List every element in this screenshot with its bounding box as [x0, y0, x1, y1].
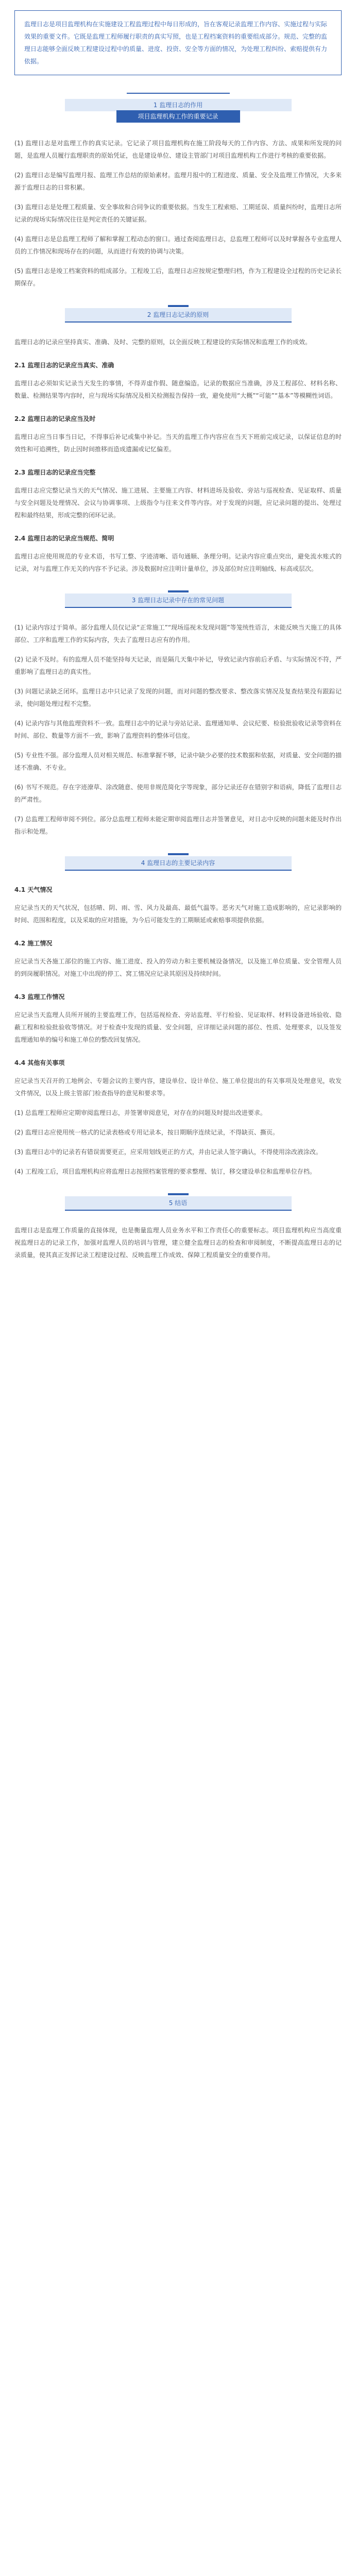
section-title-4: 4 监理日志的主要记录内容: [65, 856, 292, 871]
banner-tick: [168, 305, 189, 307]
paragraph: (1) 监理日志是对监理工作的真实记录。它记录了项目监理机构在施工阶段每天的工作内容、方法、成果和所发现的问题，是监理人员履行监理职责的原始凭证，也是建设单位、建设主管部门对项目监理机构工作进行考核的重要依据。: [14, 140, 342, 159]
paragraph: (5) 监理日志是竣工档案资料的组成部分。工程竣工后，监理日志应按规定整理归档，作为工程建设全过程的历史记录长期保存。: [14, 267, 342, 287]
paragraph: 监理日志的记录应坚持真实、准确、及时、完整的原则，以全面反映工程建设的实际情况和监理工作的成效。: [14, 338, 312, 346]
article: [0, 0, 356, 1284]
paragraph: (4) 工程竣工后，项目监理机构应将监理日志按照档案管理的要求整理、装订，移交建设单位和监理单位存档。: [14, 1168, 316, 1175]
paragraph: (2) 监理日志是编写监理月报、监理工作总结的原始素材。监理月报中的工程进度、质量、安全及监理工作情况，大多来源于监理日志的日常积累。: [14, 172, 342, 191]
paragraph: (7) 总监理工程师审阅不到位。部分总监理工程师未能定期审阅监理日志并签署意见，对日志中反映的问题未能及时作出指示和处理。: [14, 816, 342, 835]
paragraph: (1) 总监理工程师应定期审阅监理日志，并签署审阅意见，对存在的问题及时提出改进要求。: [14, 1109, 266, 1116]
subsection-heading: 2.4 监理日志的记录应当规范、简明: [14, 535, 114, 542]
banner-cap-line: [127, 93, 230, 99]
banner-tick: [168, 853, 189, 855]
paragraph: (1) 记录内容过于简单。部分监理人员仅记录“正常施工”“现场巡视未发现问题”等笼统性语言，未能反映当天施工的具体部位、工序和监理工作的实际内容，失去了监理日志应有的作用。: [14, 624, 342, 643]
subsection-heading: 4.4 其他有关事项: [14, 1059, 65, 1066]
section-banner-5: [65, 1193, 292, 1211]
section-banner-4: [65, 853, 292, 871]
paragraph: (3) 监理日志中的记录若有错误需要更正，应采用划线更正的方式，并由记录人签字确认，不得使用涂改液涂改。: [14, 1148, 322, 1156]
section-banner-3: [65, 590, 292, 608]
paragraph: (6) 书写不规范。存在字迹潦草、涂改随意、使用非规范简化字等现象，部分记录还存在错别字和语病，降低了监理日志的严肃性。: [14, 784, 342, 803]
subsection-heading: 2.1 监理日志的记录应当真实、准确: [14, 362, 114, 369]
paragraph: (3) 监理日志是处理工程质量、安全事故和合同争议的重要依据。当发生工程索赔、工期延误、质量纠纷时，监理日志所记录的现场实际情况往往是判定责任的关键证据。: [14, 204, 342, 223]
section-banner-2: [65, 305, 292, 323]
subsection-heading: 4.3 监理工作情况: [14, 993, 65, 1001]
paragraph: 应记录当天召开的工地例会、专题会议的主要内容，建设单位、设计单位、施工单位提出的有关事项及处理意见，收发文件情况，以及上级主管部门检查指导的意见和要求等。: [14, 1077, 342, 1097]
section-banner-1: [65, 93, 292, 125]
paragraph: (4) 记录内容与其他监理资料不一致。监理日志中的记录与旁站记录、监理通知单、会议纪要、检验批验收记录等资料在时间、部位、数量等方面不一致，影响了监理资料的整体可信度。: [14, 720, 342, 739]
paragraph: (2) 监理日志应使用统一格式的记录表格或专用记录本，按日期顺序连续记录，不得缺页、撕页。: [14, 1129, 279, 1136]
paragraph: 应记录当天的天气状况，包括晴、阴、雨、雪、风力及最高、最低气温等。恶劣天气对施工造成影响的，应记录影响的时间、范围和程度，以及采取的应对措施，为今后可能发生的工期顺延或索赔事项提供依据。: [14, 904, 342, 924]
paragraph: 监理日志应完整记录当天的天气情况、施工进展、主要施工内容、材料进场及验收、旁站与巡视检查、见证取样、质量与安全问题及处理情况、会议与协调事项、上级指令与往来文件等内容。对于发现的问题，应记录问题的提出、处理过程和最终结果，形成完整的闭环记录。: [14, 487, 342, 519]
paragraph: 监理日志必须如实记录当天发生的事情，不得弄虚作假、随意编造。记录的数据应当准确，涉及工程部位、材料名称、数量、检测结果等内容时，应与现场实际情况及相关检测报告保持一致，避免使用“大概”“可能”“基本”等模糊性词语。: [14, 380, 342, 399]
subsection-heading: 2.2 监理日志的记录应当及时: [14, 415, 96, 422]
paragraph: 监理日志是监理工作质量的直接体现，也是衡量监理人员业务水平和工作责任心的重要标志。项目监理机构应当高度重视监理日志的记录工作，加强对监理人员的培训与管理，建立健全监理日志的检查和审阅制度，不断提高监理日志的记录质量，使其真正发挥记录工程建设过程、反映监理工作成效、保障工程质量安全的重要作用。: [14, 1227, 342, 1259]
banner-tick: [168, 590, 189, 592]
banner-tick: [168, 1193, 189, 1195]
subsection-heading: 2.3 监理日志的记录应当完整: [14, 469, 96, 476]
section-title-3: 3 监理日志记录中存在的常见问题: [65, 594, 292, 608]
intro-box: 监理日志是项目监理机构在实施建设工程监理过程中每日形成的，旨在客观记录监理工作内容、实施过程与实际效果的重要文件。它既是监理工程师履行职责的真实写照，也是工程档案资料的重要组成部分。规范、完整的监理日志能够全面反映工程建设过程中的质量、进度、投资、安全等方面的情况，为处理工程纠纷、索赔提供有力依据。: [14, 10, 342, 75]
paragraph: 监理日志应当日事当日记，不得事后补记或集中补记。当天的监理工作内容应在当天下班前完成记录，以保证信息的时效性和可追溯性，防止因时间推移而造成遗漏或记忆偏差。: [14, 433, 342, 453]
paragraph: 监理日志应使用规范的专业术语，书写工整、字迹清晰、语句通顺、条理分明。记录内容应重点突出，避免流水账式的记录，对与监理工作无关的内容不予记录。涉及数据时应注明计量单位，涉及部位时应注明轴线、标高或层次。: [14, 553, 342, 572]
subsection-heading: 4.2 施工情况: [14, 940, 53, 947]
paragraph: (5) 专业性不强。部分监理人员对相关规范、标准掌握不够，记录中缺少必要的技术数据和依据，对质量、安全问题的描述不准确、不专业。: [14, 752, 342, 771]
paragraph: 应记录当天各施工部位的施工内容、施工进度、投入的劳动力和主要机械设备情况，以及施工单位质量、安全管理人员的到岗履职情况。对施工中出现的停工、窝工情况应记录其原因及持续时间。: [14, 958, 342, 977]
paragraph: (3) 问题记录缺乏闭环。监理日志中只记录了发现的问题，而对问题的整改要求、整改落实情况及复查结果没有跟踪记录，使问题处理过程不完整。: [14, 688, 342, 707]
section-subtitle-1: 项目监理机构工作的重要记录: [116, 110, 240, 123]
section-title-5: 5 结语: [65, 1196, 292, 1211]
paragraph: (4) 监理日志是总监理工程师了解和掌握工程动态的窗口。通过查阅监理日志，总监理工程师可以及时掌握各专业监理人员的工作情况和现场存在的问题，从而进行有效的协调与决策。: [14, 235, 342, 255]
subsection-heading: 4.1 天气情况: [14, 886, 53, 893]
section-title-2: 2 监理日志记录的原则: [65, 308, 292, 323]
paragraph: 应记录当天监理人员所开展的主要监理工作，包括巡视检查、旁站监理、平行检验、见证取样、材料设备进场验收、隐蔽工程和检验批验收等情况。对于检查中发现的质量、安全问题，应详细记录问题的部位、性质、处理要求，以及签发监理通知单的编号和施工单位的整改回复情况。: [14, 1011, 342, 1043]
paragraph: (2) 记录不及时。有的监理人员不能坚持每天记录，而是隔几天集中补记，导致记录内容前后矛盾、与实际情况不符，严重影响了监理日志的真实性。: [14, 656, 342, 675]
section-title-1: 1 监理日志的作用: [65, 99, 292, 111]
